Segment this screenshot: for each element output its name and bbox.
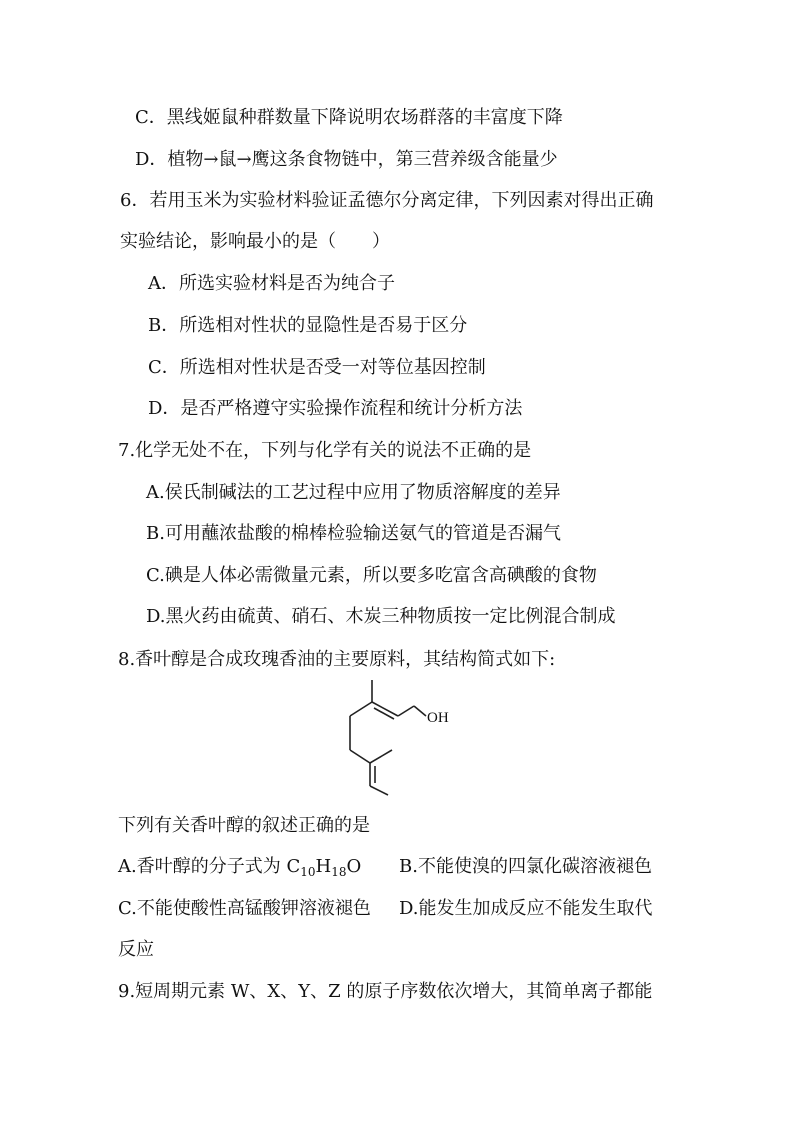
- question-6-stem-line-2: 实验结论，影响最小的是（ ）: [120, 231, 390, 252]
- bond-c2-c3: [350, 702, 372, 716]
- bond-c2-c1-double-inner: [374, 708, 394, 719]
- question-7-option-b: B.可用蘸浓盐酸的棉棒检验输送氨气的管道是否漏气: [146, 523, 561, 544]
- question-7-option-a: A.侯氏制碱法的工艺过程中应用了物质溶解度的差异: [146, 482, 561, 503]
- bond-c6-methyl-right: [370, 750, 392, 763]
- bond-c4-c5: [350, 750, 370, 763]
- bond-c1-ch2: [398, 706, 414, 716]
- oxygen-symbol: O: [346, 856, 362, 877]
- question-6-option-b: B．所选相对性状的显隐性是否易于区分: [148, 315, 468, 336]
- hydroxyl-label: OH: [427, 710, 449, 726]
- question-5-option-c: C．黑线姬鼠种群数量下降说明农场群落的丰富度下降: [135, 107, 563, 128]
- question-7-option-d: D.黑火药由硫黄、硝石、木炭三种物质按一定比例混合制成: [146, 606, 616, 627]
- question-8-prompt: 下列有关香叶醇的叙述正确的是: [118, 815, 370, 836]
- question-8-stem: 8.香叶醇是合成玫瑰香油的主要原料，其结构简式如下:: [118, 649, 556, 670]
- question-7-stem: 7.化学无处不在，下列与化学有关的说法不正确的是: [118, 440, 532, 461]
- question-6-option-c: C．所选相对性状是否受一对等位基因控制: [148, 357, 486, 378]
- hydrogen-symbol: H: [315, 856, 332, 877]
- bond-c6-methyl-bottom: [370, 786, 388, 795]
- question-8-option-a: [118, 855, 361, 884]
- geraniol-structure-diagram: [330, 672, 470, 797]
- question-5-option-d: D．植物→鼠→鹰这条食物链中，第三营养级含能量少: [135, 149, 558, 170]
- question-8-option-d-line-1: D.能发生加成反应不能发生取代: [399, 898, 653, 919]
- bond-ch2-oh: [414, 706, 426, 716]
- question-8-option-b: B.不能使溴的四氯化碳溶液褪色: [399, 856, 652, 877]
- subscript-hydrogen: 18: [331, 865, 347, 879]
- question-6-stem-line-1: 6．若用玉米为实验材料验证孟德尔分离定律，下列因素对得出正确: [120, 190, 654, 211]
- question-8-option-c: C.不能使酸性高锰酸钾溶液褪色: [118, 898, 371, 919]
- question-9-stem: 9.短周期元素 W、X、Y、Z 的原子序数依次增大，其简单离子都能: [118, 981, 653, 1002]
- question-7-option-c: C.碘是人体必需微量元素，所以要多吃富含高碘酸的食物: [146, 565, 597, 586]
- question-6-option-a: A．所选实验材料是否为纯合子: [148, 273, 395, 294]
- question-6-option-d: D．是否严格遵守实验操作流程和统计分析方法: [148, 398, 523, 419]
- subscript-carbon: 10: [300, 865, 316, 879]
- option-a-prefix: A.香叶醇的分子式为 C: [118, 856, 301, 877]
- question-8-option-d-line-2: 反应: [118, 939, 154, 960]
